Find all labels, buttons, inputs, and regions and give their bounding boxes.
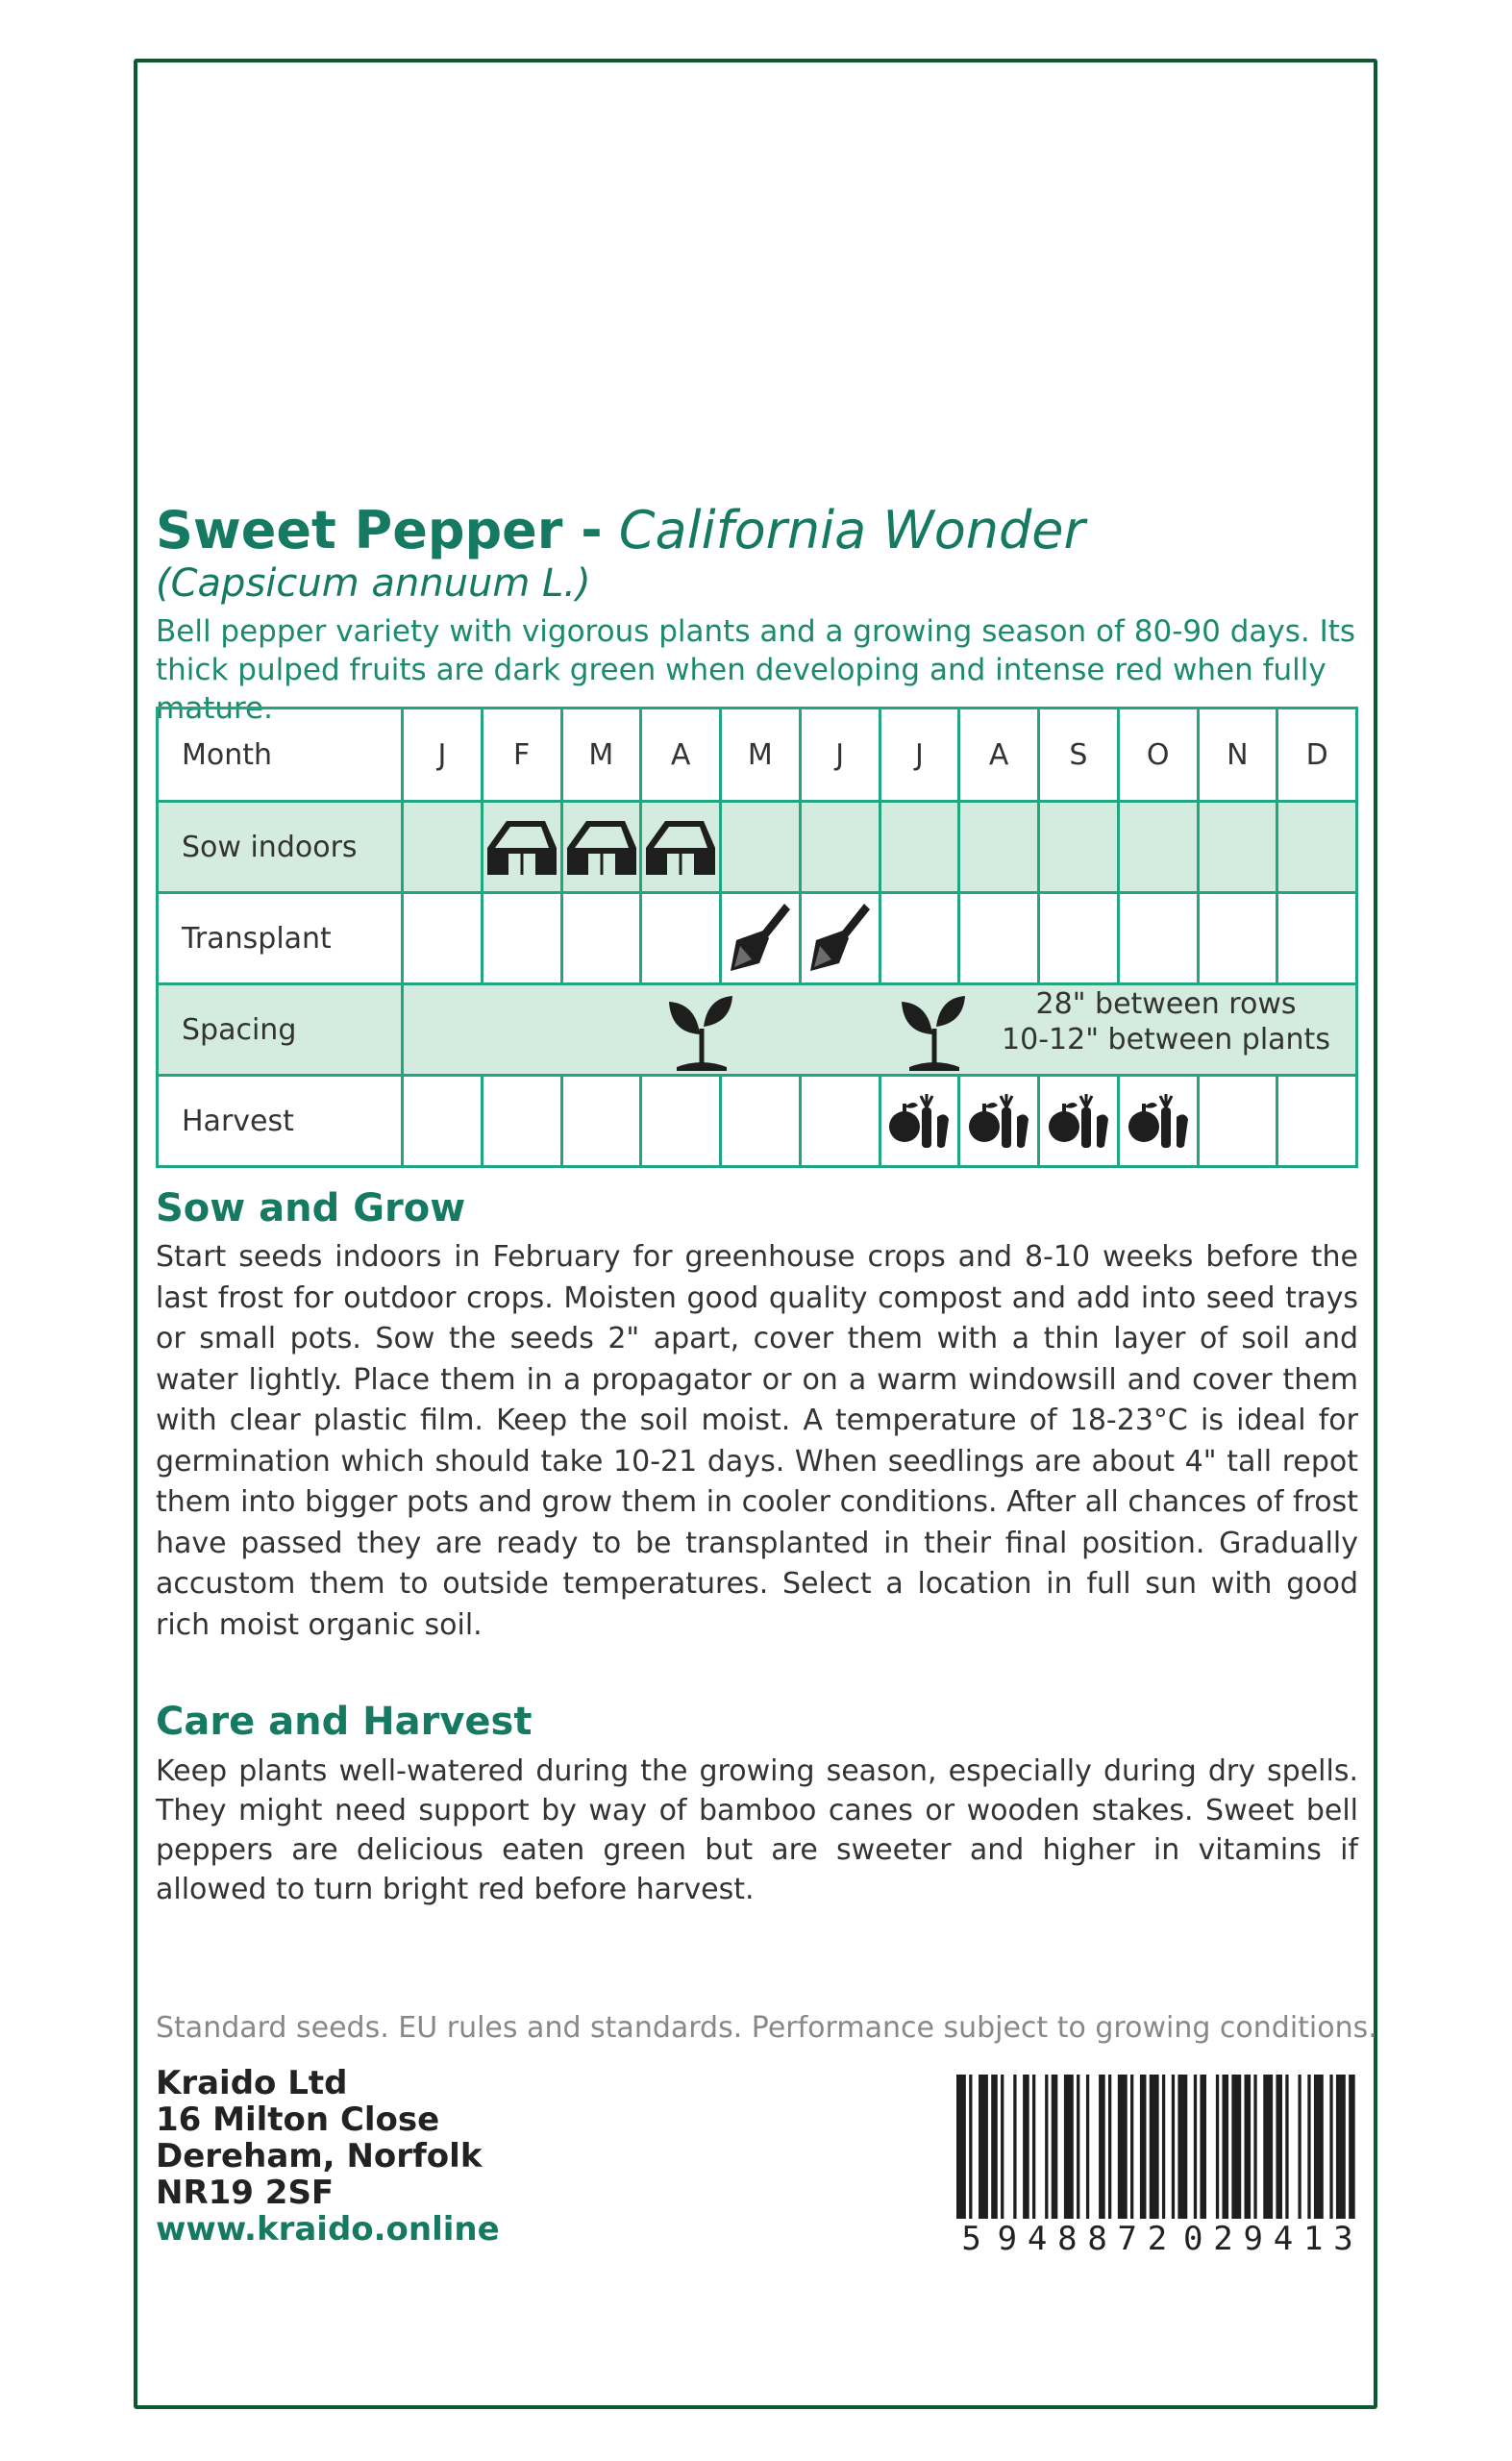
barcode-digit: 4 — [1022, 2220, 1052, 2258]
month-cell: A — [959, 708, 1039, 802]
barcode-bar — [1052, 2075, 1058, 2219]
barcode-digit: 4 — [1268, 2220, 1298, 2258]
transplant-cell — [800, 893, 880, 984]
month-cell: F — [482, 708, 561, 802]
barcode-bar — [1263, 2075, 1273, 2219]
barcode-bar — [1108, 2075, 1111, 2219]
barcode-bar — [1099, 2075, 1105, 2219]
product-name: Sweet Pepper - — [156, 500, 603, 560]
harvest-cell — [403, 1076, 483, 1167]
vegetables-icon — [1125, 1090, 1192, 1152]
barcode-bar — [1200, 2075, 1206, 2219]
latin-name: (Capsicum annuum L.) — [156, 561, 591, 606]
barcode-bar — [1285, 2075, 1288, 2219]
barcode-bar — [1077, 2075, 1079, 2219]
barcode-bar — [979, 2075, 988, 2219]
sow-cell — [641, 802, 721, 893]
standards-note: Standard seeds. EU rules and standards. Performance subject to growing conditions. — [156, 2011, 1377, 2045]
barcode-digit: 1 — [1299, 2220, 1328, 2258]
transplant-cell — [721, 893, 801, 984]
vegetables-icon — [965, 1090, 1032, 1152]
barcode-bar — [991, 2075, 998, 2219]
barcode-bar — [1329, 2075, 1332, 2219]
sow-cell — [800, 802, 880, 893]
product-title — [156, 500, 1085, 560]
transplant-cell — [1198, 893, 1277, 984]
calendar-row-harvest — [158, 1076, 1357, 1167]
company-address — [156, 2065, 500, 2248]
month-cell: J — [403, 708, 483, 802]
barcode-bar — [1298, 2075, 1301, 2219]
barcode-bar — [1349, 2075, 1355, 2219]
barcode-bar — [1086, 2075, 1089, 2219]
transplant-cell — [1039, 893, 1119, 984]
barcode-bar — [1276, 2075, 1282, 2219]
trowel-icon — [727, 900, 794, 977]
barcode-bar — [1064, 2075, 1074, 2219]
transplant-cell — [880, 893, 959, 984]
vegetables-icon — [885, 1090, 953, 1152]
sow-cell — [1118, 802, 1198, 893]
barcode-bar — [1314, 2075, 1324, 2219]
sow-cell — [721, 802, 801, 893]
packet-frame — [134, 59, 1377, 2409]
barcode-digit: 0 — [1178, 2220, 1208, 2258]
barcode-bar — [1013, 2075, 1016, 2219]
barcode-bar — [1245, 2075, 1252, 2219]
greenhouse-icon — [483, 815, 560, 879]
harvest-cell — [1198, 1076, 1277, 1167]
month-cell: S — [1039, 708, 1119, 802]
barcode-digits — [956, 2220, 1358, 2258]
sow-cell — [1039, 802, 1119, 893]
harvest-cell — [721, 1076, 801, 1167]
website-link[interactable]: www.kraido.online — [156, 2210, 500, 2249]
product-description: Bell pepper variety with vigorous plants and a growing season of 80-90 days. Its thick pulped fruits are dark green when developing and intense red when fully mature. — [156, 614, 1356, 726]
transplant-cell — [959, 893, 1039, 984]
sow-grow-heading: Sow and Grow — [156, 1186, 466, 1230]
barcode-bar — [1307, 2075, 1310, 2219]
harvest-cell — [880, 1076, 959, 1167]
harvest-cell — [1277, 1076, 1357, 1167]
barcode-digit: 2 — [1208, 2220, 1238, 2258]
barcode-bar — [1150, 2075, 1159, 2219]
transplant-cell — [1118, 893, 1198, 984]
greenhouse-icon — [563, 815, 640, 879]
harvest-cell — [959, 1076, 1039, 1167]
calendar-header-label: Month — [158, 708, 403, 802]
calendar-row-sow — [158, 802, 1357, 893]
month-cell: D — [1277, 708, 1357, 802]
trowel-icon — [806, 900, 874, 977]
barcode-bar — [1336, 2075, 1346, 2219]
harvest-cell — [1118, 1076, 1198, 1167]
spacing-text — [979, 986, 1353, 1057]
row-label-sow: Sow indoors — [158, 802, 403, 893]
barcode-digit: 8 — [1053, 2220, 1082, 2258]
barcode-bar — [1177, 2075, 1187, 2219]
barcode-bar — [1162, 2075, 1165, 2219]
barcode-bar — [1130, 2075, 1133, 2219]
barcode-digit: 9 — [1238, 2220, 1268, 2258]
sow-cell — [403, 802, 483, 893]
transplant-cell — [403, 893, 483, 984]
month-cell: J — [800, 708, 880, 802]
calendar-month-row — [158, 708, 1357, 802]
barcode-digit: 7 — [1112, 2220, 1142, 2258]
barcode-digit: 2 — [1142, 2220, 1172, 2258]
barcode-bar — [1216, 2075, 1219, 2219]
barcode-digit: 8 — [1082, 2220, 1112, 2258]
greenhouse-icon — [642, 815, 719, 879]
vegetables-icon — [1045, 1090, 1112, 1152]
barcode-bar — [1194, 2075, 1197, 2219]
sow-grow-text: Start seeds indoors in February for greenhouse crops and 8-10 weeks before the last frost for outdoor crops. Moisten good quality compost and add into seed trays or small pots. Sow the seeds 2" apart, cover them with a thin layer of soil and water lightly. Place them in a propagator or on a warm windowsill and cover them with clear plastic film. Keep the soil moist. A temperature of 18-23°C is ideal for germination which should take 10-21 days. When seedlings are about 4" tall repot them into bigger pots and grow them in cooler conditions. After all chances of frost have passed they are ready to be transplanted in their final position. Gradually accustom them to outside temperatures. Select a location in full sun with good rich moist organic soil. — [156, 1240, 1358, 1642]
barcode-bar — [1023, 2075, 1029, 2219]
barcode-digit: 5 — [956, 2220, 986, 2258]
row-label-spacing: Spacing — [158, 984, 403, 1076]
care-harvest-heading: Care and Harvest — [156, 1700, 533, 1744]
harvest-cell — [482, 1076, 561, 1167]
barcode-bar — [1222, 2075, 1228, 2219]
transplant-cell — [1277, 893, 1357, 984]
month-cell: J — [880, 708, 959, 802]
barcode-bar — [1001, 2075, 1004, 2219]
barcode-bar — [1140, 2075, 1147, 2219]
seedling-icon — [663, 990, 740, 1073]
harvest-cell — [1039, 1076, 1119, 1167]
seedling-icon — [896, 990, 973, 1073]
sow-cell — [482, 802, 561, 893]
row-label-transplant: Transplant — [158, 893, 403, 984]
barcode-bar — [1231, 2075, 1241, 2219]
month-cell: N — [1198, 708, 1277, 802]
harvest-cell — [800, 1076, 880, 1167]
barcode-digit: 9 — [992, 2220, 1022, 2258]
barcode-bar — [1045, 2075, 1048, 2219]
row-label-harvest: Harvest — [158, 1076, 403, 1167]
address-street: 16 Milton Close — [156, 2101, 440, 2139]
address-postcode: NR19 2SF — [156, 2174, 335, 2212]
harvest-cell — [641, 1076, 721, 1167]
month-cell: M — [721, 708, 801, 802]
barcode-bar — [1118, 2075, 1128, 2219]
company-name: Kraido Ltd — [156, 2064, 348, 2102]
transplant-cell — [561, 893, 641, 984]
month-cell: M — [561, 708, 641, 802]
barcode-digit: 3 — [1328, 2220, 1358, 2258]
growing-calendar — [156, 707, 1358, 1168]
harvest-cell — [561, 1076, 641, 1167]
barcode-bar — [1172, 2075, 1175, 2219]
barcode-bar — [956, 2075, 966, 2219]
product-variety: California Wonder — [618, 500, 1085, 560]
barcode-bar — [1253, 2075, 1256, 2219]
transplant-cell — [482, 893, 561, 984]
care-harvest-text: Keep plants well-watered during the growing season, especially during dry spells. They might need support by way of bamboo canes or wooden stakes. Sweet bell peppers are delicious eaten green but are sweeter and higher in vitamins if allowed to turn bright red before harvest. — [156, 1754, 1358, 1906]
sow-cell — [959, 802, 1039, 893]
address-town: Dereham, Norfolk — [156, 2137, 483, 2175]
barcode-bar — [969, 2075, 972, 2219]
month-cell: O — [1118, 708, 1198, 802]
spacing-plants: 10-12" between plants — [1002, 1023, 1330, 1056]
transplant-cell — [641, 893, 721, 984]
spacing-rows: 28" between rows — [1035, 987, 1297, 1021]
sow-cell — [1277, 802, 1357, 893]
sow-cell — [1198, 802, 1277, 893]
barcode-bar — [1032, 2075, 1035, 2219]
month-cell: A — [641, 708, 721, 802]
sow-cell — [561, 802, 641, 893]
sow-cell — [880, 802, 959, 893]
calendar-row-transplant — [158, 893, 1357, 984]
